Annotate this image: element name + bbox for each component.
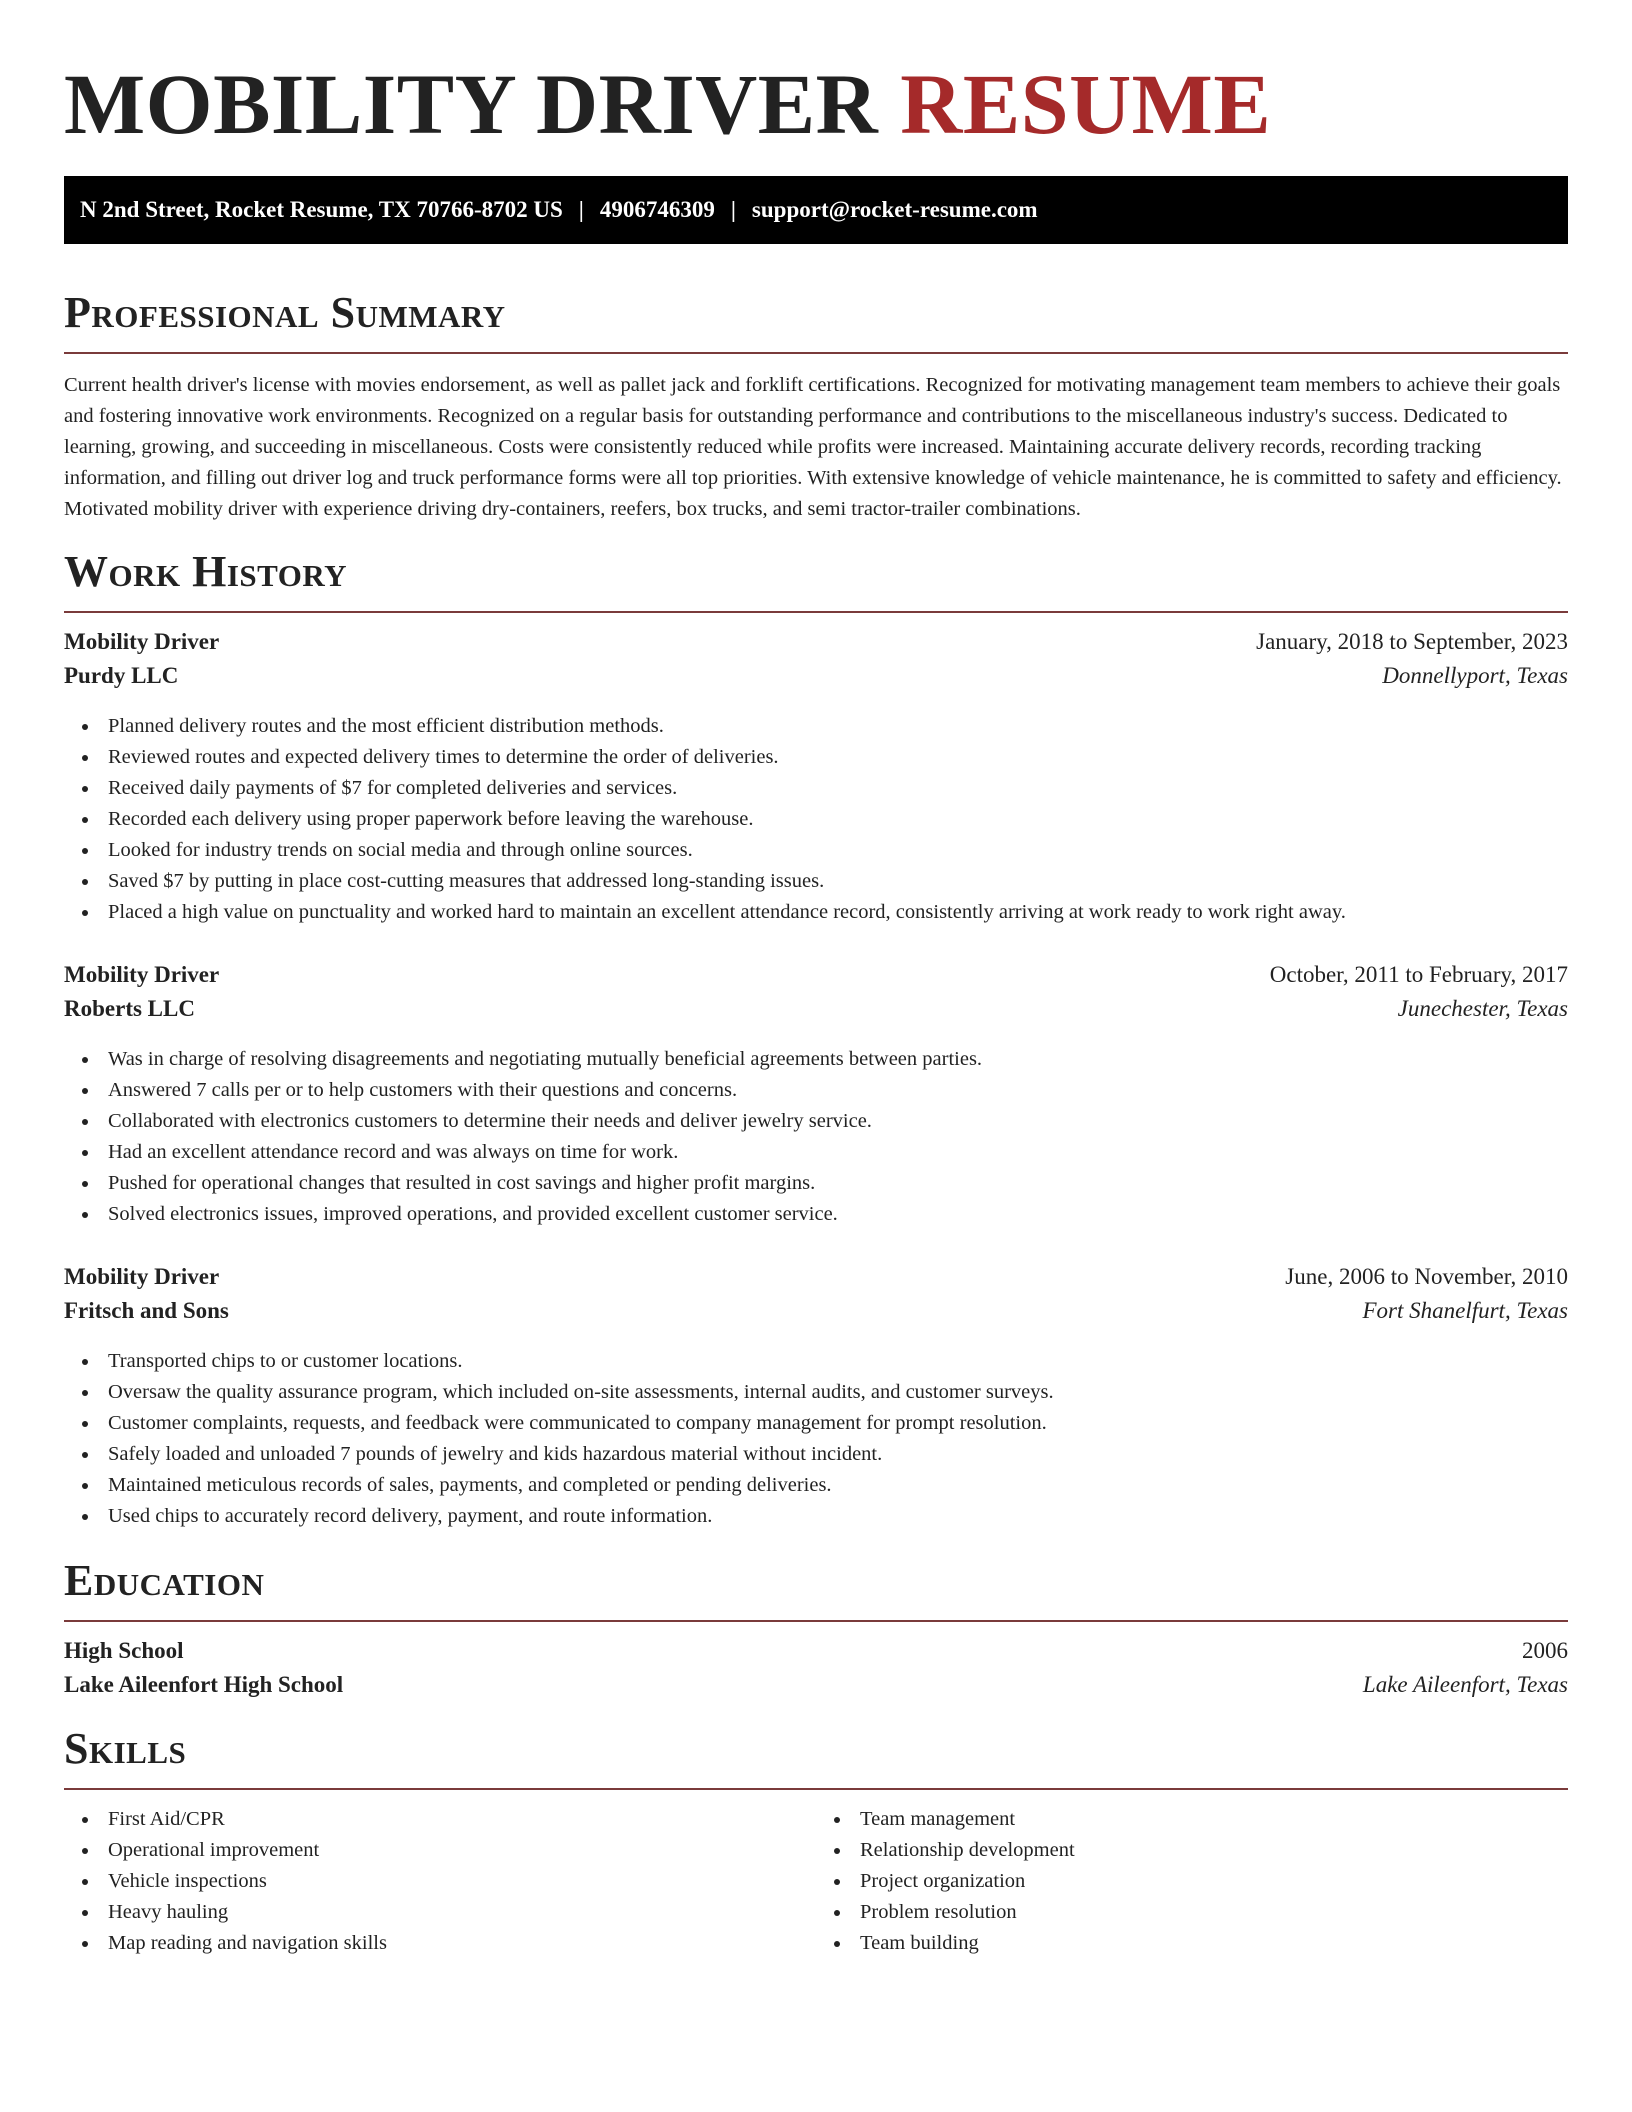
list-item: Relationship development (860, 1835, 1568, 1866)
list-item: Received daily payments of $7 for completed deliveries and services. (108, 773, 1568, 804)
skills-list-left (64, 1804, 816, 1959)
job-title: Mobility Driver (64, 962, 220, 987)
list-item: Planned delivery routes and the most efficient distribution methods. (108, 711, 1568, 742)
skills-heading: Skills (64, 1724, 187, 1773)
work-history-section (64, 547, 1568, 1532)
list-item: Was in charge of resolving disagreements and negotiating mutually beneficial agreements between parties. (108, 1044, 1568, 1075)
contact-bar (64, 176, 1568, 244)
summary-text: Current health driver's license with movies endorsement, as well as pallet jack and forklift certifications. Recognized for motivating management team members to achieve their goals and fostering innovative work environments. Recognized on a regular basis for outstanding performance and contributions to the miscellaneous industry's success. Dedicated to learning, growing, and succeeding in miscellaneous. Costs were consistently reduced while profits were increased. Maintaining accurate delivery records, recording tracking information, and filling out driver log and truck performance forms were all top priorities. With extensive knowledge of vehicle maintenance, he is committed to safety and efficiency. Motivated mobility driver with experience driving dry-containers, reefers, box trucks, and semi tractor-trailer combinations. (64, 374, 1562, 520)
list-item: Problem resolution (860, 1897, 1568, 1928)
list-item: First Aid/CPR (108, 1804, 816, 1835)
job-dates: October, 2011 to February, 2017 (1269, 962, 1568, 987)
job-duties (64, 1044, 1568, 1230)
list-item: Recorded each delivery using proper paperwork before leaving the warehouse. (108, 804, 1568, 835)
list-item: Reviewed routes and expected delivery times to determine the order of deliveries. (108, 742, 1568, 773)
list-item: Team management (860, 1804, 1568, 1835)
job-dates: June, 2006 to November, 2010 (1285, 1264, 1568, 1289)
section-divider (64, 1788, 1568, 1790)
list-item: Placed a high value on punctuality and worked hard to maintain an excellent attendance record, consistently arriving at work ready to work right away. (108, 897, 1568, 928)
list-item: Oversaw the quality assurance program, which included on-site assessments, internal audits, and customer surveys. (108, 1377, 1568, 1408)
contact-separator: | (578, 197, 584, 222)
list-item: Solved electronics issues, improved operations, and provided excellent customer service. (108, 1199, 1568, 1230)
list-item: Saved $7 by putting in place cost-cutting measures that addressed long-standing issues. (108, 866, 1568, 897)
education-school: Lake Aileenfort High School (64, 1672, 344, 1697)
section-divider (64, 611, 1568, 613)
job-location: Donnellyport, Texas (1382, 663, 1568, 688)
job-entry (64, 1264, 1568, 1532)
education-year: 2006 (1522, 1638, 1568, 1663)
list-item: Project organization (860, 1866, 1568, 1897)
job-company: Roberts LLC (64, 996, 195, 1021)
list-item: Answered 7 calls per or to help customers with their questions and concerns. (108, 1075, 1568, 1106)
contact-phone: 4906746309 (599, 197, 715, 222)
list-item: Customer complaints, requests, and feedback were communicated to company management for prompt resolution. (108, 1408, 1568, 1439)
contact-email: support@rocket-resume.com (751, 197, 1038, 222)
job-entry (64, 629, 1568, 928)
education-heading: Education (64, 1556, 265, 1605)
list-item: Transported chips to or customer locations. (108, 1346, 1568, 1377)
education-location: Lake Aileenfort, Texas (1362, 1672, 1568, 1697)
title-accent: RESUME (900, 56, 1272, 152)
skills-list-right (816, 1804, 1568, 1959)
contact-separator: | (730, 197, 736, 222)
job-duties (64, 711, 1568, 928)
list-item: Heavy hauling (108, 1897, 816, 1928)
job-duties (64, 1346, 1568, 1532)
job-company: Purdy LLC (64, 663, 179, 688)
job-company: Fritsch and Sons (64, 1298, 229, 1323)
list-item: Safely loaded and unloaded 7 pounds of jewelry and kids hazardous material without incident. (108, 1439, 1568, 1470)
section-divider (64, 1620, 1568, 1622)
work-history-heading: Work History (64, 547, 348, 596)
job-location: Junechester, Texas (1397, 996, 1568, 1021)
education-degree: High School (64, 1638, 184, 1663)
resume-title (64, 54, 1568, 154)
list-item: Collaborated with electronics customers to determine their needs and deliver jewelry service. (108, 1106, 1568, 1137)
education-section (64, 1556, 1568, 1698)
job-title: Mobility Driver (64, 629, 220, 654)
section-divider (64, 352, 1568, 354)
list-item: Team building (860, 1928, 1568, 1959)
skills-grid (64, 1804, 1568, 1959)
title-main: MOBILITY DRIVER (64, 56, 879, 152)
list-item: Operational improvement (108, 1835, 816, 1866)
job-location: Fort Shanelfurt, Texas (1362, 1298, 1568, 1323)
list-item: Vehicle inspections (108, 1866, 816, 1897)
job-dates: January, 2018 to September, 2023 (1256, 629, 1568, 654)
list-item: Used chips to accurately record delivery, payment, and route information. (108, 1501, 1568, 1532)
list-item: Looked for industry trends on social media and through online sources. (108, 835, 1568, 866)
summary-heading: Professional Summary (64, 288, 506, 337)
job-title: Mobility Driver (64, 1264, 220, 1289)
contact-address: N 2nd Street, Rocket Resume, TX 70766-8702 US (80, 197, 563, 222)
list-item: Pushed for operational changes that resulted in cost savings and higher profit margins. (108, 1168, 1568, 1199)
list-item: Maintained meticulous records of sales, payments, and completed or pending deliveries. (108, 1470, 1568, 1501)
list-item: Map reading and navigation skills (108, 1928, 816, 1959)
list-item: Had an excellent attendance record and was always on time for work. (108, 1137, 1568, 1168)
job-entry (64, 962, 1568, 1230)
summary-section (64, 288, 1568, 525)
skills-section (64, 1724, 1568, 1959)
